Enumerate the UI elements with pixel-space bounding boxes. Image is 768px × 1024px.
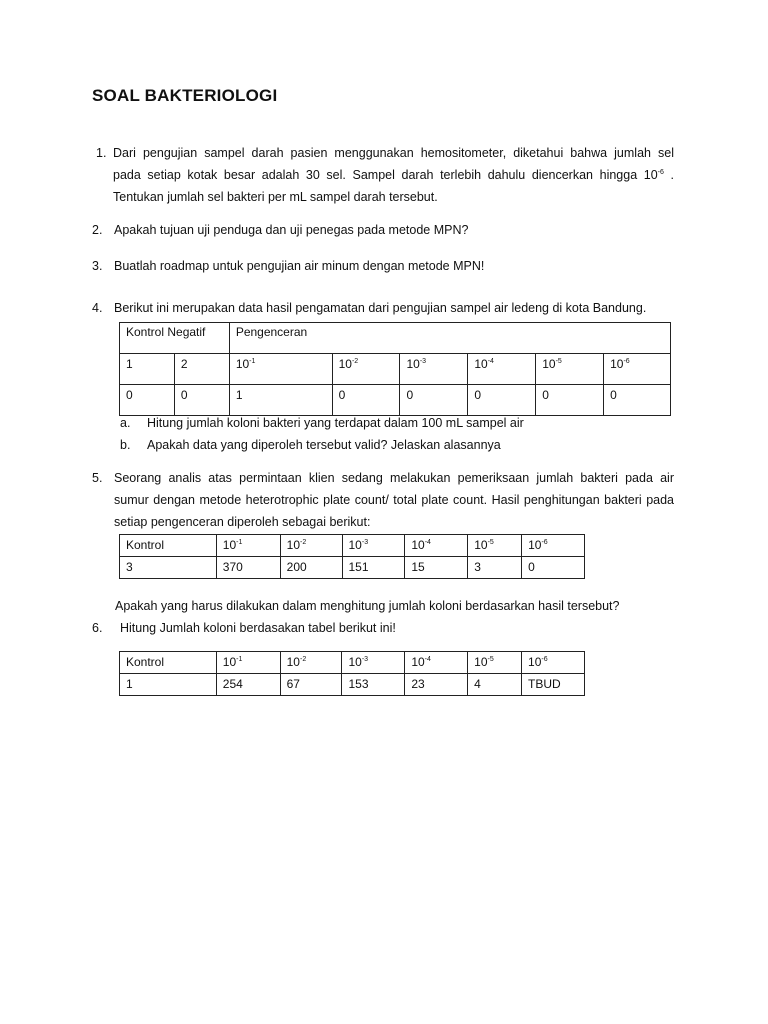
dil-base: 10	[411, 655, 425, 669]
table-cell: 0	[468, 385, 536, 416]
question-1-number: 1.	[96, 146, 107, 160]
question-2-text: Apakah tujuan uji penduga dan uji penegas pada metode MPN?	[114, 223, 469, 237]
table-4-dil-3	[400, 354, 468, 385]
table-cell: 0	[522, 557, 585, 579]
question-4-number: 4.	[92, 301, 103, 315]
page-title: SOAL BAKTERIOLOGI	[92, 86, 278, 105]
question-4-sub-b	[120, 434, 620, 456]
question-4-text: Berikut ini merupakan data hasil pengamatan dari pengujian sampel air ledeng di kota Bandung.	[114, 301, 647, 315]
table-4-dil-2	[332, 354, 400, 385]
dil-exp: -4	[487, 358, 494, 365]
table-6-header-control: Kontrol	[120, 652, 217, 674]
question-5	[92, 467, 674, 533]
dil-base: 10	[474, 655, 488, 669]
dil-base: 10	[222, 655, 237, 669]
table-4-dil-6	[604, 354, 671, 385]
sub-b-label: b.	[120, 438, 131, 452]
sub-a-text: Hitung jumlah koloni bakteri yang terdapat dalam 100 mL sampel air	[147, 416, 524, 430]
table-4-label-row	[120, 354, 671, 385]
dil-base: 10	[411, 538, 425, 552]
table-6-dil-6	[522, 652, 585, 674]
dil-base: 10	[474, 538, 488, 552]
table-cell: 153	[342, 674, 405, 696]
table-4-header-dilution: Pengenceran	[229, 323, 670, 354]
table-cell: 0	[120, 385, 175, 416]
table-6-dil-2	[280, 652, 342, 674]
table-5-dil-4	[405, 535, 468, 557]
table-6-dil-3	[342, 652, 405, 674]
table-5-header-control: Kontrol	[120, 535, 217, 557]
table-cell: 1	[120, 674, 217, 696]
question-6-number: 6.	[92, 621, 103, 635]
table-4-header-control: Kontrol Negatif	[120, 323, 230, 354]
table-cell: 254	[216, 674, 280, 696]
question-5-line-1: Seorang analis atas permintaan klien sedang melakukan pemeriksaan jumlah bakteri pada air	[114, 471, 674, 485]
dil-exp: -3	[361, 656, 369, 663]
dil-base: 10	[222, 538, 237, 552]
dil-exp: -5	[487, 656, 494, 663]
question-3-text: Buatlah roadmap untuk pengujian air minum dengan metode MPN!	[114, 259, 485, 273]
dil-base: 10	[348, 655, 362, 669]
table-6	[119, 651, 585, 696]
table-cell: 370	[216, 557, 280, 579]
question-2-number: 2.	[92, 223, 103, 237]
table-cell: 0	[174, 385, 229, 416]
dil-exp: -1	[249, 358, 256, 365]
table-cell: 0	[604, 385, 671, 416]
dil-exp: -4	[424, 656, 431, 663]
dil-base: 10	[542, 357, 556, 371]
question-5-line-3: setiap pengenceran diperoleh sebagai berikut:	[114, 515, 371, 529]
dil-base: 10	[338, 357, 352, 371]
dil-exp: -3	[419, 358, 427, 365]
question-5-followup	[115, 595, 675, 617]
table-4-control-2: 2	[174, 354, 229, 385]
table-5-dil-5	[468, 535, 522, 557]
table-4-dil-4	[468, 354, 536, 385]
table-cell: 1	[229, 385, 332, 416]
dil-base: 10	[235, 357, 250, 371]
question-5-text	[114, 467, 674, 533]
dil-exp: -2	[300, 539, 307, 546]
table-cell: 0	[400, 385, 468, 416]
table-cell: 200	[280, 557, 342, 579]
table-cell: 3	[120, 557, 217, 579]
dil-base: 10	[406, 357, 420, 371]
dil-exp: -6	[623, 358, 630, 365]
question-1-line-2-text: pada setiap kotak besar adalah 30 sel. Sampel darah terlebih dahulu diencerkan hingga 10	[113, 168, 658, 182]
question-5-followup-text: Apakah yang harus dilakukan dalam menghitung jumlah koloni berdasarkan hasil tersebut?	[115, 599, 620, 613]
dil-exp: -3	[361, 539, 369, 546]
table-4-control-1: 1	[120, 354, 175, 385]
table-4-dil-1	[229, 354, 332, 385]
dil-exp: -6	[541, 539, 548, 546]
table-cell: 4	[468, 674, 522, 696]
question-3-number: 3.	[92, 259, 103, 273]
table-4-value-row	[120, 385, 671, 416]
table-5-dil-3	[342, 535, 405, 557]
dil-base: 10	[286, 655, 300, 669]
table-5	[119, 534, 585, 579]
dil-exp: -1	[236, 656, 243, 663]
question-1-line-2	[113, 164, 674, 186]
question-5-line-2: sumur dengan metode heterotrophic plate count/ total plate count. Hasil penghitungan bakteri pada	[114, 493, 674, 507]
sub-a-label: a.	[120, 416, 131, 430]
table-4	[119, 322, 671, 416]
table-cell: 0	[332, 385, 400, 416]
dil-exp: -6	[541, 656, 548, 663]
question-6-text: Hitung Jumlah koloni berdasakan tabel berikut ini!	[120, 621, 396, 635]
question-2	[92, 219, 674, 241]
dil-exp: -4	[424, 539, 431, 546]
dil-exp: -2	[299, 656, 307, 663]
question-1-line-2-end: .	[663, 168, 674, 182]
table-cell: 23	[405, 674, 468, 696]
question-1-line-3: Tentukan jumlah sel bakteri per mL sampel darah tersebut.	[113, 190, 438, 204]
dil-base: 10	[528, 655, 542, 669]
table-4-dil-5	[536, 354, 604, 385]
dil-exp: -1	[236, 539, 243, 546]
dil-base: 10	[474, 357, 488, 371]
question-3	[92, 255, 674, 277]
table-6-value-row	[120, 674, 585, 696]
table-cell: 151	[342, 557, 405, 579]
table-cell: 0	[536, 385, 604, 416]
table-5-dil-2	[280, 535, 342, 557]
table-5-header-row	[120, 535, 585, 557]
dil-exp: -2	[351, 358, 359, 365]
table-6-dil-4	[405, 652, 468, 674]
question-1-line-1: Dari pengujian sampel darah pasien menggunakan hemositometer, diketahui bahwa jumlah sel	[113, 146, 674, 160]
table-cell: TBUD	[522, 674, 585, 696]
table-4-header-row	[120, 323, 671, 354]
table-5-dil-6	[522, 535, 585, 557]
question-4	[92, 297, 674, 319]
dil-base: 10	[348, 538, 362, 552]
table-cell: 67	[280, 674, 342, 696]
dil-exp: -5	[487, 539, 494, 546]
question-6	[92, 617, 674, 639]
table-5-value-row	[120, 557, 585, 579]
question-1-exponent: -6	[657, 169, 664, 176]
question-4-sub-a	[120, 412, 620, 434]
dil-base: 10	[528, 538, 542, 552]
table-5-dil-1	[216, 535, 280, 557]
sub-b-text: Apakah data yang diperoleh tersebut valid? Jelaskan alasannya	[147, 438, 501, 452]
question-1-text	[113, 142, 674, 208]
question-1	[92, 142, 674, 208]
question-5-number: 5.	[92, 471, 103, 485]
table-6-dil-5	[468, 652, 522, 674]
table-6-dil-1	[216, 652, 280, 674]
dil-base: 10	[610, 357, 624, 371]
dil-exp: -5	[555, 358, 562, 365]
table-cell: 15	[405, 557, 468, 579]
table-cell: 3	[468, 557, 522, 579]
table-6-header-row	[120, 652, 585, 674]
dil-base: 10	[286, 538, 300, 552]
